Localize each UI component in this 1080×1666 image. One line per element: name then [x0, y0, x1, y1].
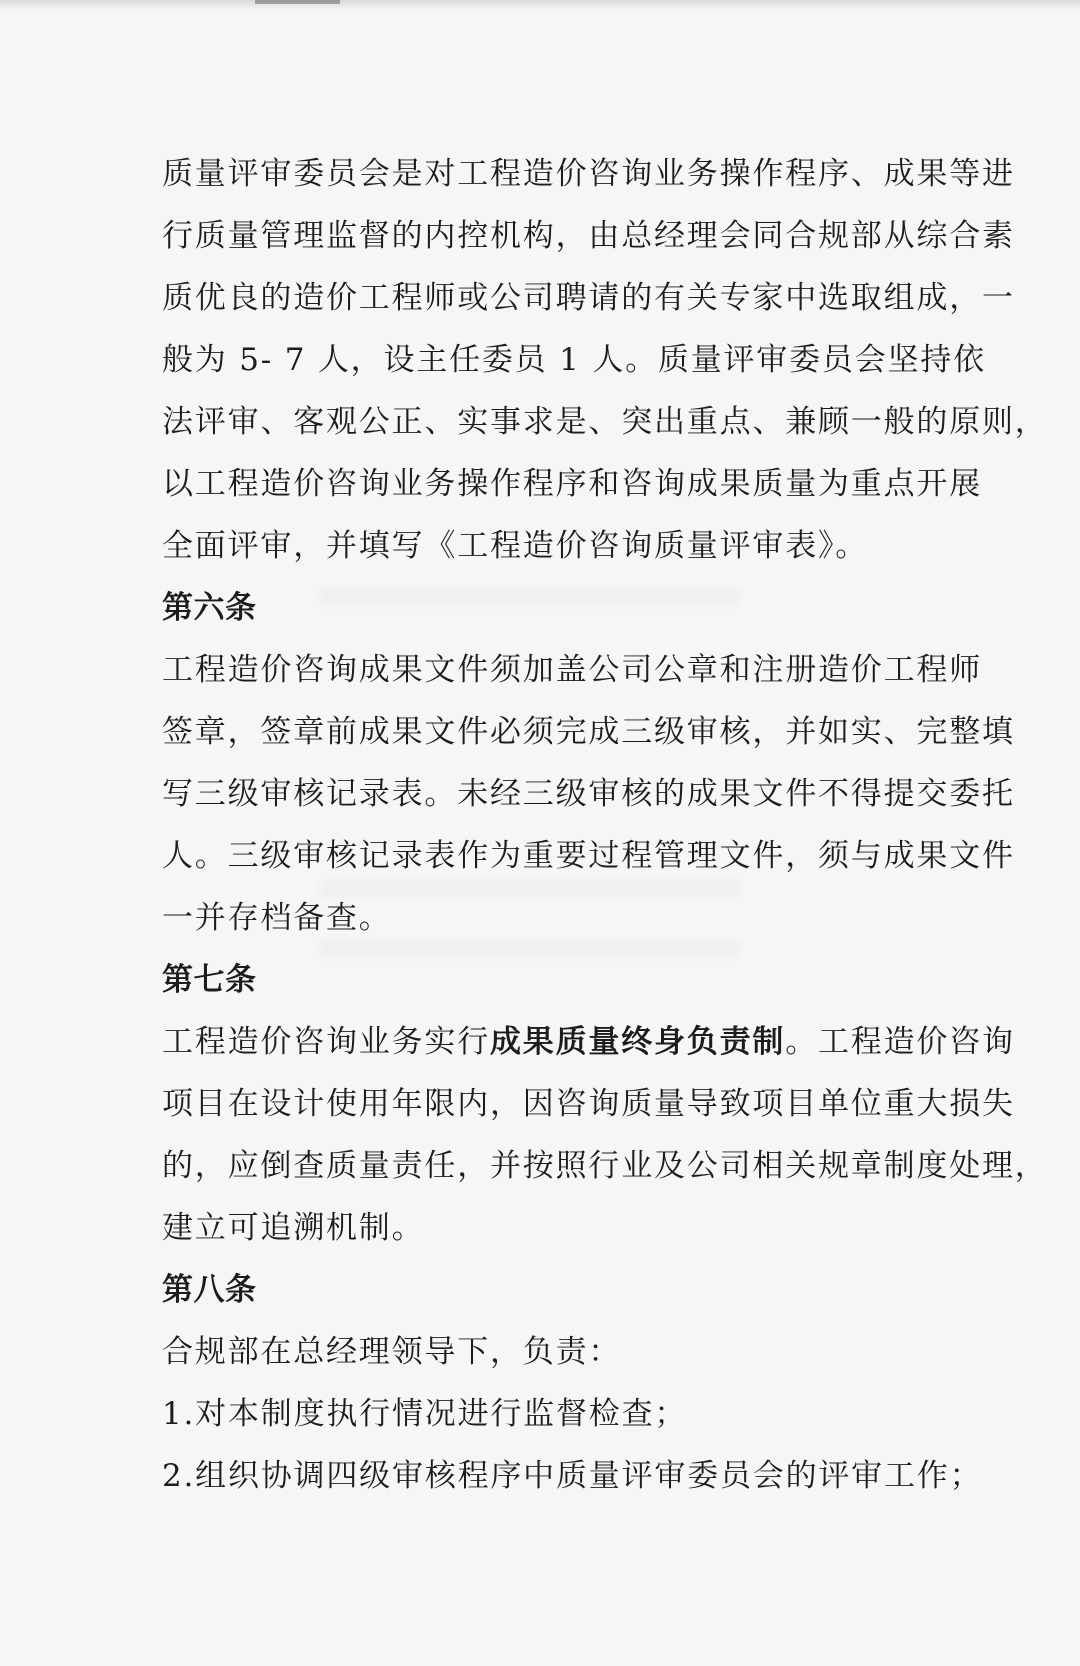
article-6: [162, 577, 1015, 949]
text-line: 全面评审，并填写《工程造价咨询质量评审表》。: [162, 528, 869, 564]
text-line: 建立可追溯机制。: [162, 1210, 425, 1246]
text-line: 写三级审核记录表。未经三级审核的成果文件不得提交委托: [162, 776, 1015, 812]
text-line: 一并存档备查。: [162, 900, 392, 936]
text-line: 般为 5- 7 人，设主任委员 1 人。质量评审委员会坚持依: [162, 342, 986, 378]
text-segment: 工程造价咨询业务实行: [162, 1024, 490, 1060]
text-line: 人。三级审核记录表作为重要过程管理文件，须与成果文件: [162, 838, 1015, 874]
article-8: [162, 1259, 983, 1507]
document-body: [162, 143, 1048, 1507]
text-line: 项目在设计使用年限内，因咨询质量导致项目单位重大损失: [162, 1086, 1015, 1122]
text-line: 签章，签章前成果文件必须完成三级审核，并如实、完整填: [162, 714, 1015, 750]
article-heading: 第七条: [162, 962, 257, 998]
article-heading: 第六条: [162, 590, 257, 626]
article-7: [162, 949, 1048, 1259]
paragraph-quality-committee: [162, 143, 1048, 577]
text-segment: 。工程造价咨询: [785, 1024, 1015, 1060]
list-item: 1.对本制度执行情况进行监督检查；: [162, 1396, 688, 1432]
text-line: 质优良的造价工程师或公司聘请的有关专家中选取组成，一: [162, 280, 1015, 316]
text-line: 合规部在总经理领导下，负责：: [162, 1334, 622, 1370]
text-line: [162, 1011, 1015, 1073]
emphasized-text: 成果质量终身负责制: [490, 1024, 786, 1060]
text-line: 质量评审委员会是对工程造价咨询业务操作程序、成果等进: [162, 156, 1015, 192]
scan-edge-mark: [255, 0, 340, 4]
text-line: 以工程造价咨询业务操作程序和咨询成果质量为重点开展: [162, 466, 982, 502]
text-line: 工程造价咨询成果文件须加盖公司公章和注册造价工程师: [162, 652, 982, 688]
text-line: 行质量管理监督的内控机构，由总经理会同合规部从综合素: [162, 218, 1015, 254]
article-heading: 第八条: [162, 1272, 257, 1308]
list-item: 2.组织协调四级审核程序中质量评审委员会的评审工作；: [162, 1458, 983, 1494]
text-line: 的，应倒查质量责任，并按照行业及公司相关规章制度处理，: [162, 1148, 1048, 1184]
text-line: 法评审、客观公正、实事求是、突出重点、兼顾一般的原则，: [162, 404, 1048, 440]
scan-top-shadow: [0, 0, 1080, 10]
